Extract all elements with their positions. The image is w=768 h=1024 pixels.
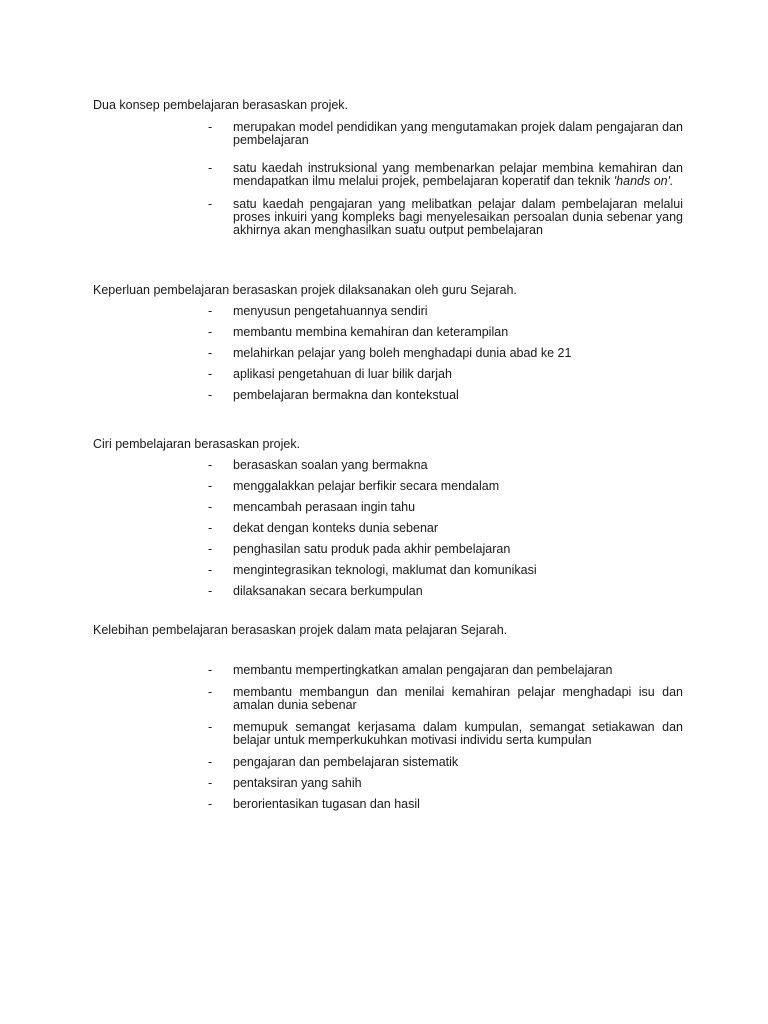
section-heading: Dua konsep pembelajaran berasaskan projek.: [93, 98, 349, 112]
list-item-text: dilaksanakan secara berkumpulan: [233, 584, 423, 598]
bullet-dash: -: [208, 367, 213, 381]
list-item: [93, 798, 683, 811]
list-item: [93, 501, 683, 514]
list-item: [93, 389, 683, 402]
list-item: [93, 543, 683, 556]
list-item-text: merupakan model pendidikan yang mengutamakan projek dalam pengajaran dan pembelajaran: [233, 120, 683, 147]
bullet-dash: -: [208, 563, 213, 577]
list-item: [93, 522, 683, 535]
bullet-dash: -: [208, 197, 213, 211]
bullet-dash: -: [208, 458, 213, 472]
list-item-text: dekat dengan konteks dunia sebenar: [233, 521, 439, 535]
list-item-text: menggalakkan pelajar berfikir secara mendalam: [233, 479, 500, 493]
bullet-dash: -: [208, 542, 213, 556]
list-item-text: menyusun pengetahuannya sendiri: [233, 304, 428, 318]
list-item: [93, 368, 683, 381]
list-item: [93, 721, 683, 747]
list-item: [93, 777, 683, 790]
bullet-dash: -: [208, 663, 213, 677]
list-item: [93, 686, 683, 712]
bullet-dash: -: [208, 755, 213, 769]
bullet-dash: -: [208, 120, 213, 134]
list-item: [93, 347, 683, 360]
section-heading: Kelebihan pembelajaran berasaskan projek dalam mata pelajaran Sejarah.: [93, 623, 508, 637]
bullet-dash: -: [208, 521, 213, 535]
list-item-text: mencambah perasaan ingin tahu: [233, 500, 416, 514]
list-item: [93, 564, 683, 577]
list-item: [93, 664, 683, 677]
list-item-text: pentaksiran yang sahih: [233, 776, 362, 790]
list-item-text: membantu membangun dan menilai kemahiran pelajar menghadapi isu dan amalan dunia sebenar: [233, 685, 683, 712]
bullet-list: [93, 459, 683, 598]
list-item-text: satu kaedah instruksional yang membenarkan pelajar membina kemahiran dan mendapatkan ilmu melalui projek, pembelajaran koperatif dan teknik: [233, 161, 683, 188]
list-item: [93, 198, 683, 237]
section-keperluan: [93, 283, 683, 402]
bullet-list: [93, 664, 683, 811]
list-item-text: satu kaedah pengajaran yang melibatkan pelajar dalam pembelajaran melalui proses inkuiri yang kompleks bagi menyelesaikan persoalan dunia sebenar yang akhirnya akan menghasilkan suatu output pembelajaran: [233, 197, 683, 237]
list-item-text: penghasilan satu produk pada akhir pembelajaran: [233, 542, 511, 556]
section-heading: Ciri pembelajaran berasaskan projek.: [93, 437, 301, 451]
bullet-dash: -: [208, 500, 213, 514]
bullet-dash: -: [208, 161, 213, 175]
section-heading: Keperluan pembelajaran berasaskan projek dilaksanakan oleh guru Sejarah.: [93, 283, 517, 297]
bullet-list: [93, 305, 683, 402]
list-item-text: memupuk semangat kerjasama dalam kumpulan, semangat setiakawan dan belajar untuk memperkukuhkan motivasi individu serta kumpulan: [233, 720, 683, 747]
list-item: [93, 480, 683, 493]
section-ciri: [93, 437, 683, 598]
list-item: [93, 585, 683, 598]
bullet-dash: -: [208, 325, 213, 339]
bullet-dash: -: [208, 479, 213, 493]
bullet-dash: -: [208, 388, 213, 402]
bullet-dash: -: [208, 685, 213, 699]
list-item: [93, 326, 683, 339]
list-item-text: membantu membina kemahiran dan keterampilan: [233, 325, 509, 339]
bullet-dash: -: [208, 720, 213, 734]
bullet-list: [93, 121, 683, 237]
list-item-text: pengajaran dan pembelajaran sistematik: [233, 755, 459, 769]
section-dua-konsep: [93, 98, 683, 237]
list-item-text: melahirkan pelajar yang boleh menghadapi dunia abad ke 21: [233, 346, 572, 360]
list-item: [93, 459, 683, 472]
list-item: [93, 305, 683, 318]
list-item-italic-text: 'hands on'.: [613, 174, 674, 188]
bullet-dash: -: [208, 346, 213, 360]
list-item: [93, 162, 683, 188]
section-kelebihan: [93, 623, 683, 811]
list-item-text: mengintegrasikan teknologi, maklumat dan komunikasi: [233, 563, 537, 577]
list-item: [93, 756, 683, 769]
list-item-text: berorientasikan tugasan dan hasil: [233, 797, 420, 811]
bullet-dash: -: [208, 584, 213, 598]
list-item-text: aplikasi pengetahuan di luar bilik darjah: [233, 367, 452, 381]
list-item-text: berasaskan soalan yang bermakna: [233, 458, 428, 472]
list-item-text: membantu mempertingkatkan amalan pengajaran dan pembelajaran: [233, 663, 613, 677]
list-item-text: pembelajaran bermakna dan kontekstual: [233, 388, 459, 402]
bullet-dash: -: [208, 304, 213, 318]
list-item: [93, 121, 683, 147]
bullet-dash: -: [208, 797, 213, 811]
bullet-dash: -: [208, 776, 213, 790]
